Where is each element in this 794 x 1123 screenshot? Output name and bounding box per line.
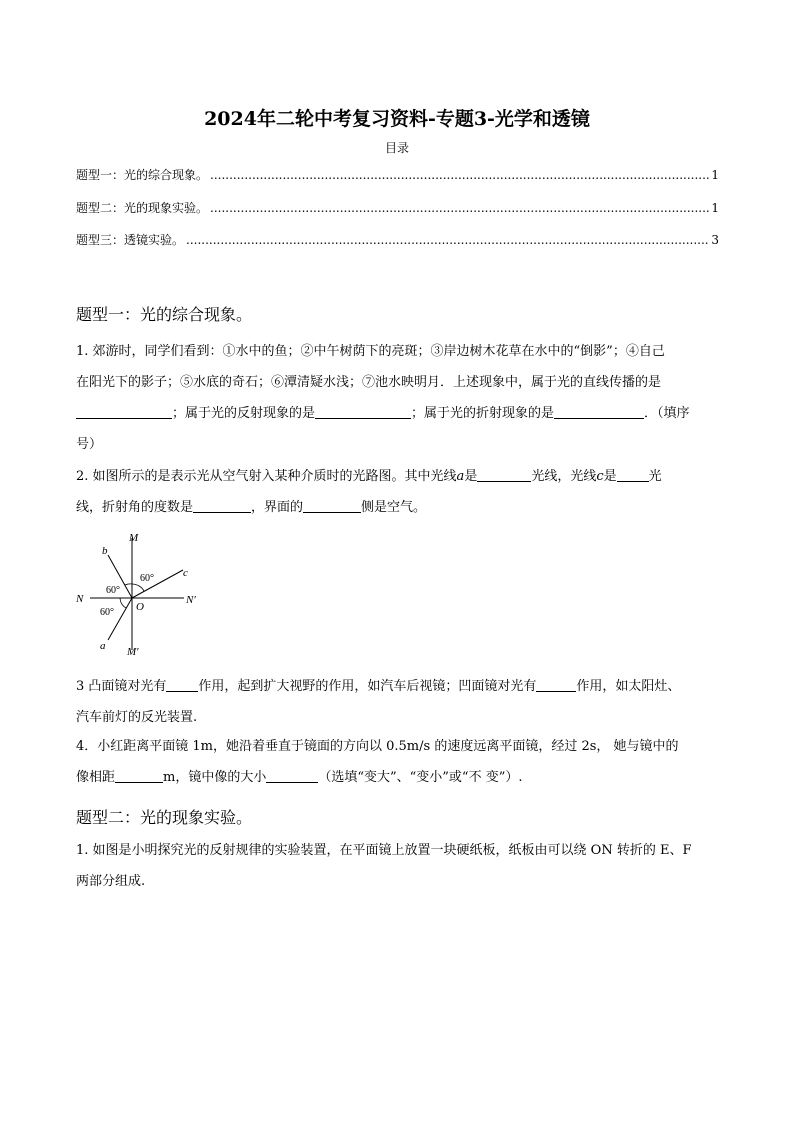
toc-item-label: 题型一：光的综合现象。 bbox=[76, 168, 209, 182]
toc-item-page: 1 bbox=[711, 201, 719, 215]
toc-item-page: 1 bbox=[711, 168, 719, 182]
angle-label: 60° bbox=[106, 585, 120, 596]
page-title: 2024年二轮中考复习资料-专题3-光学和透镜 bbox=[204, 108, 590, 130]
toc-leader-dots bbox=[210, 168, 709, 182]
question-2 bbox=[76, 461, 718, 523]
toc-leader-dots bbox=[210, 201, 709, 215]
angle-label: 60° bbox=[140, 573, 154, 584]
q3-line2: 汽车前灯的反光装置. bbox=[76, 710, 198, 725]
light-path-diagram bbox=[70, 528, 210, 658]
toc-item[interactable] bbox=[76, 231, 719, 248]
answer-blank[interactable] bbox=[477, 467, 531, 482]
toc-item[interactable] bbox=[76, 166, 719, 183]
angle-label: 60° bbox=[100, 607, 114, 618]
label-O: O bbox=[136, 601, 144, 613]
ray-a bbox=[108, 598, 132, 640]
angle-arc bbox=[120, 598, 126, 608]
section2-heading: 题型二：光的现象实验。 bbox=[76, 808, 253, 827]
answer-blank[interactable] bbox=[193, 498, 251, 513]
q1-line2: 在阳光下的影子；⑤水底的奇石；⑥潭清疑水浅；⑦池水映明月．上述现象中，属于光的直线传播的是 bbox=[76, 375, 662, 390]
toc-item[interactable] bbox=[76, 199, 719, 216]
s2q1-line1: 1. 如图是小明探究光的反射规律的实验装置，在平面镜上放置一块硬纸板，纸板由可以绕 ON 转折的 E、F bbox=[76, 843, 692, 858]
q4-line1: 4．小红距离平面镜 1m，她沿着垂直于镜面的方向以 0.5m/s 的速度远离平面镜，经过 2s， 她与镜中的 bbox=[76, 739, 679, 754]
question-2-1 bbox=[76, 835, 718, 897]
toc-item-label: 题型二：光的现象实验。 bbox=[76, 201, 209, 215]
answer-blank[interactable] bbox=[76, 404, 172, 419]
answer-blank[interactable] bbox=[315, 404, 411, 419]
answer-blank[interactable] bbox=[303, 498, 361, 513]
label-M-prime: M′ bbox=[127, 646, 139, 658]
toc-item-page: 3 bbox=[711, 233, 719, 247]
angle-arc bbox=[132, 584, 144, 591]
q1-line1: 1. 郊游时，同学们看到：①水中的鱼；②中午树荫下的亮斑；③岸边树木花草在水中的“倒影”；④自己 bbox=[76, 344, 665, 359]
q4-line2: 像相距 m，镜中像的大小 （选填“变大”、“变小”或“不 变”）. bbox=[76, 770, 523, 785]
question-3 bbox=[76, 671, 718, 733]
label-c: c bbox=[183, 567, 188, 579]
q3-line1: 3 凸面镜对光有 作用，起到扩大视野的作用，如汽车后视镜；凹面镜对光有 作用，如太阳灶、 bbox=[76, 679, 681, 694]
q2-line2: 线，折射角的度数是 ，界面的 侧是空气。 bbox=[76, 500, 427, 515]
answer-blank[interactable] bbox=[115, 768, 163, 783]
toc-leader-dots bbox=[186, 233, 709, 247]
q2-line1: 2. 如图所示的是表示光从空气射入某种介质时的光路图。其中光线a是 光线，光线c是 光 bbox=[76, 469, 662, 484]
angle-arc bbox=[125, 584, 132, 585]
q1-line4: 号） bbox=[76, 437, 103, 452]
answer-blank[interactable] bbox=[554, 404, 644, 419]
label-a: a bbox=[100, 640, 106, 652]
question-4 bbox=[76, 731, 718, 793]
section1-heading: 题型一：光的综合现象。 bbox=[76, 305, 253, 324]
label-b: b bbox=[102, 545, 108, 557]
toc-item-label: 题型三：透镜实验。 bbox=[76, 233, 185, 247]
question-1 bbox=[76, 336, 718, 460]
label-M: M bbox=[129, 532, 139, 544]
q1-line3: ；属于光的反射现象的是 ；属于光的折射现象的是 ．（填序 bbox=[76, 398, 718, 429]
answer-blank[interactable] bbox=[536, 677, 576, 692]
answer-blank[interactable] bbox=[617, 467, 649, 482]
answer-blank[interactable] bbox=[166, 677, 198, 692]
s2q1-line2: 两部分组成. bbox=[76, 874, 146, 889]
answer-blank[interactable] bbox=[266, 768, 318, 783]
toc-heading: 目录 bbox=[384, 141, 409, 155]
label-N-prime: N′ bbox=[186, 594, 196, 606]
label-N: N bbox=[76, 593, 84, 605]
